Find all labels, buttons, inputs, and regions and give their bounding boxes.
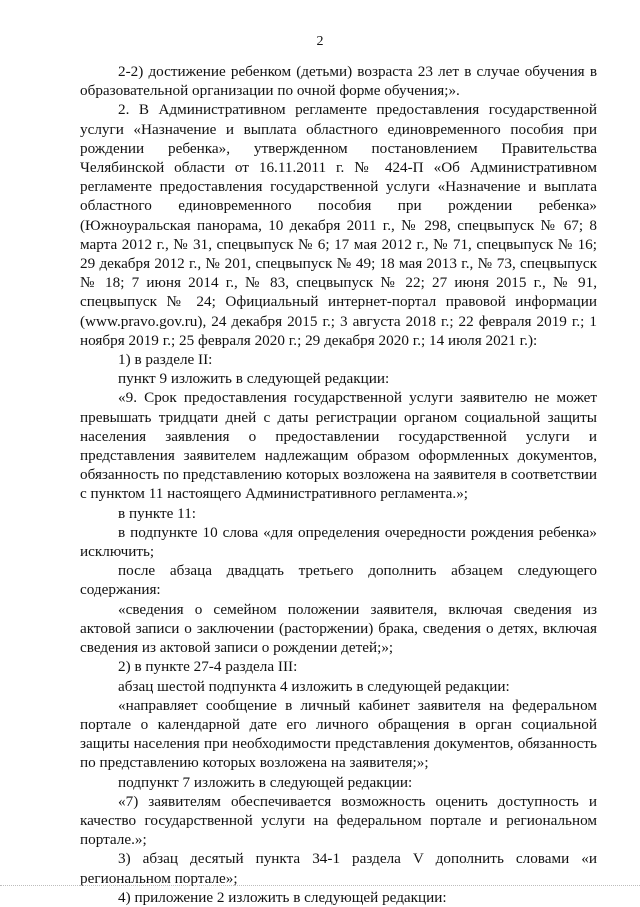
- paragraph-point-11: в пункте 11:: [118, 504, 197, 522]
- paragraph-family-status: «сведения о семейном положении заявителя, включая сведения из актовой записи о заключении (расторжении) брака, сведения о детях, включая сведения из актовой записи о рождении детей;»;: [80, 600, 597, 657]
- paragraph-item-2: 2. В Административном регламенте предоставления государственной услуги «Назначение и выплата областного единовременного пособия при рождении ребенка», утвержденном постановлением Правительства Челябинской области от 16.11.2011 г. № 424-П «Об Административном регламенте предоставления государственной услуги «Назначение и выплата областного единовременного пособия при рождении ребенка» (Южноуральская панорама, 10 декабря 2011 г., № 298, спецвыпуск № 67; 8 марта 2012 г., № 31, спецвыпуск № 6; 17 мая 2012 г., № 71, спецвыпуск № 16; 29 декабря 2012 г., № 201, спецвыпуск № 49; 18 мая 2013 г., № 73, спецвыпуск № 18; 7 июня 2014 г., № 83, спецвыпуск № 22; 27 июня 2015 г., № 91, спецвыпуск № 24; Официальный интернет-портал правовой информации (www.pravo.gov.ru), 24 декабря 2015 г.; 3 августа 2018 г.; 22 февраля 2019 г.; 1 ноября 2019 г.; 25 февраля 2020 г.; 29 декабря 2020 г.; 14 июля 2021 г.):: [80, 101, 597, 349]
- paragraph-section-ii: 1) в разделе II:: [118, 351, 213, 369]
- paragraph-2-2: 2-2) достижение ребенком (детьми) возраста 23 лет в случае обучения в образовательной организации по очной форме обучения;».: [80, 63, 597, 100]
- page-number: 2: [316, 34, 324, 49]
- paragraph-subpoint-7-text: «7) заявителям обеспечивается возможность оценить доступность и качество государственной услуги на федеральном портале и региональном портале.»;: [80, 792, 597, 849]
- paragraph-subpoint-7-intro: подпункт 7 изложить в следующей редакции:: [118, 773, 413, 791]
- paragraph-message: «направляет сообщение в личный кабинет заявителя на федеральном портале о календарной дате его личного обращения в орган социальной защиты населения при необходимости представления документов, обязанность по представлению которых возложена на заявителя;»;: [80, 696, 597, 772]
- paragraph-subpoint-10: в подпункте 10 слова «для определения очередности рождения ребенка» исключить;: [80, 523, 597, 561]
- paragraph-after-23: после абзаца двадцать третьего дополнить абзацем следующего содержания:: [80, 562, 597, 599]
- document-body: [80, 62, 597, 907]
- paragraph-item-4: 4) приложение 2 изложить в следующей редакции:: [118, 888, 447, 906]
- paragraph-item-3: 3) абзац десятый пункта 34-1 раздела V дополнить словами «и региональном портале»;: [80, 850, 597, 887]
- paragraph-abzac-6: абзац шестой подпункта 4 изложить в следующей редакции:: [118, 677, 510, 695]
- paragraph-point-9-intro: пункт 9 изложить в следующей редакции:: [118, 370, 390, 388]
- paragraph-point-27-4: 2) в пункте 27-4 раздела III:: [118, 658, 298, 676]
- footer-divider: [0, 885, 640, 886]
- paragraph-point-9-text: «9. Срок предоставления государственной услуги заявителю не может превышать тридцати дней с даты регистрации органом социальной защиты населения заявления о предоставлении государственной услуги и представления заявителем надлежащим образом оформленных документов, обязанность по представлению которых возложена на заявителя в соответствии с пунктом 11 настоящего Административного регламента.»;: [80, 389, 597, 503]
